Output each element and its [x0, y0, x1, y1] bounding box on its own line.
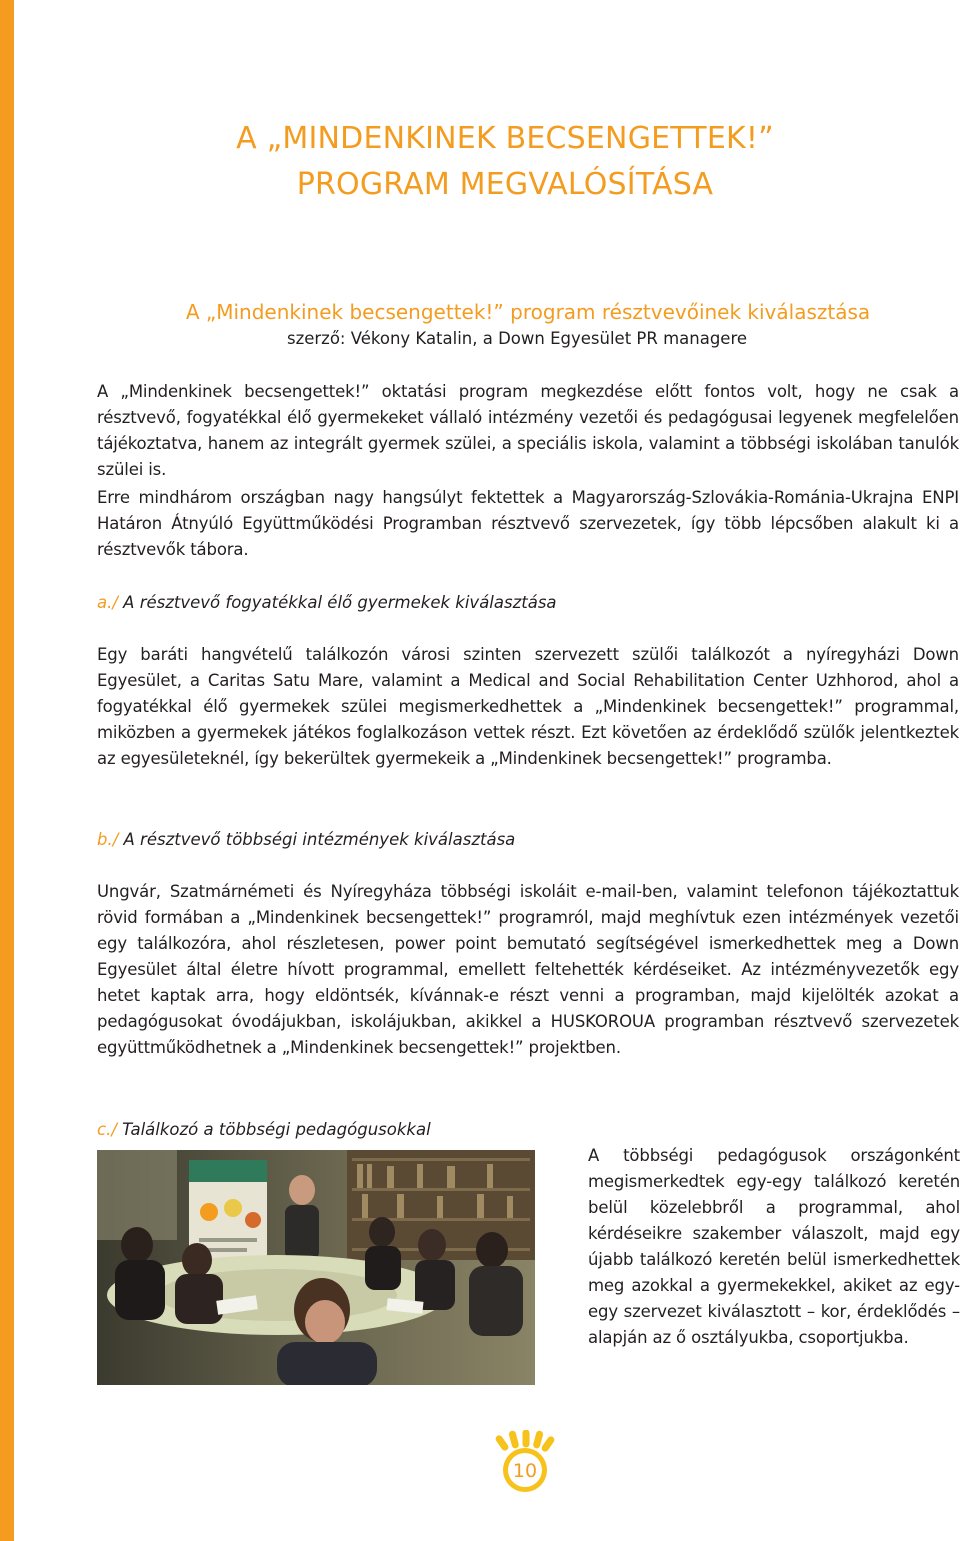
page-edge-bar: [0, 0, 14, 1541]
page-number: 10: [512, 1460, 538, 1482]
section-b-heading: [97, 827, 515, 853]
section-c-heading: [97, 1117, 431, 1143]
section-c-heading-text: Találkozó a többségi pedagógusokkal: [116, 1120, 431, 1139]
page-number-sun-badge: [488, 1430, 560, 1502]
article-byline: szerző: Vékony Katalin, a Down Egyesület PR managere: [286, 329, 748, 348]
page-title-line-2: PROGRAM MEGVALÓSÍTÁSA: [296, 167, 714, 202]
section-a-heading: [97, 590, 557, 616]
section-b-marker: b./: [97, 830, 119, 849]
section-b-paragraph: Ungvár, Szatmárnémeti és Nyíregyháza többségi iskoláit e-mail-ben, valamint telefonon tájékoztattuk rövid formában a „Mindenkinek becsengettek!” programról, majd meghívtuk ezen intézmények vezetői egy találkozóra, ahol részletesen, power point bemutató segítségével ismerkedhettek meg a Down Egyesület által életre hívott programmal, emellett feltehették kérdéseiket. Az intézményvezetők egy hetet kaptak arra, hogy eldöntsék, kívánnak-e részt venni a programban, majd kijelölték azokat a pedagógusokat óvodájukban, iskolájukban, akikkel a HUSKOROUA programban résztvevő szervezetek együttműködhetnek a „Mindenkinek becsengettek!” projektben.: [97, 882, 959, 1057]
intro-paragraph-2: Erre mindhárom országban nagy hangsúlyt fektettek a Magyarország-Szlovákia-Románia-Ukrajna ENPI Határon Átnyúló Együttműködési Programban résztvevő szervezetek, így több lépcsőben alakult ki a résztvevők tábora.: [97, 488, 959, 559]
section-b-heading-text: A résztvevő többségi intézmények kiválasztása: [118, 830, 516, 849]
intro-paragraph-1: A „Mindenkinek becsengettek!” oktatási program megkezdése előtt fontos volt, hogy ne csak a résztvevő, fogyatékkal élő gyermekeket vállaló intézmény vezetői és pedagógusai legyenek megfelelően tájékoztatva, hanem az integrált gyermek szülei, a speciális iskola, valamint a többségi iskolában tanulók szülei is.: [97, 382, 959, 479]
section-c-paragraph: A többségi pedagógusok országonként megismerkedtek egy-egy találkozó keretén belül közelebbről a programmal, ahol kérdéseikre szakember válaszolt, majd egy újabb találkozó keretén belül ismerkedhettek meg azokkal a gyermekekkel, akiket az egy-egy szervezet kiválasztott – kor, érdeklődés – alapján az ő osztályukba, csoportjukba.: [588, 1146, 960, 1347]
section-a-paragraph: Egy baráti hangvételű találkozón városi szinten szervezett szülői találkozót a nyíregyházi Down Egyesület, a Caritas Satu Mare, valamint a Medical and Social Rehabilitation Center Uzhhorod, ahol a fogyatékkal élő gyermekek szülei megismerkedhettek a „Mindenkinek becsengettek!” programmal, miközben a gyermekek játékos foglalkozáson vettek részt. Ezt követően az érdeklődő szülők jelentkeztek az egyesületeknél, így bekerültek gyermekeik a „Mindenkinek becsengettek!” programba.: [97, 645, 959, 768]
article-subtitle: A „Mindenkinek becsengettek!” program résztvevőinek kiválasztása: [185, 300, 871, 324]
page-title-line-1: A „MINDENKINEK BECSENGETTEK!”: [236, 121, 774, 156]
meeting-photo: [97, 1150, 535, 1385]
section-a-marker: a./: [97, 593, 118, 612]
section-c-marker: c./: [97, 1120, 117, 1139]
section-a-heading-text: A résztvevő fogyatékkal élő gyermekek kiválasztása: [117, 593, 557, 612]
